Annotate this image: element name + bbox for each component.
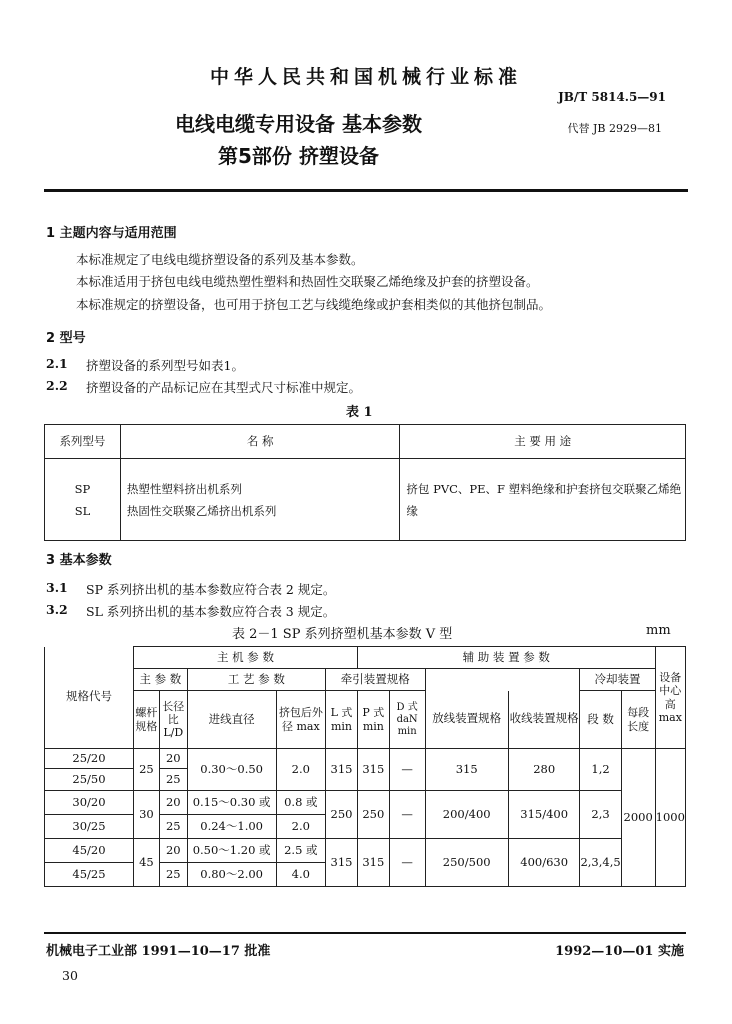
section-3-title: 3 基本参数	[46, 553, 112, 568]
t1-name-sl: 热固性交联聚乙烯挤出机系列	[126, 503, 277, 518]
replaces-note: 代替 JB 2929—81	[567, 122, 662, 135]
t1-code-sp: SP	[74, 481, 91, 496]
table-cell-p: 250	[357, 791, 389, 839]
t2-header-cool: 冷却装置	[580, 669, 655, 691]
section-1-title: 1 主题内容与适用范围	[46, 226, 177, 241]
table-cell-ld: 25	[159, 769, 187, 791]
t2-header-height: 设备中心高 max	[655, 647, 685, 749]
t2-header-l: L 式 min	[326, 691, 358, 749]
t1-header-name: 名 称	[120, 425, 400, 459]
section-2-title: 2 型号	[46, 331, 86, 346]
table-cell-screw: 30	[134, 791, 160, 839]
t1-usage: 挤包 PVC、PE、F 塑料绝缘和护套挤包交联聚乙烯绝缘	[400, 459, 686, 541]
section-1-para-3: 本标准规定的挤塑设备，也可用于挤包工艺与线缆绝缘或护套相类似的其他挤包制品。	[76, 297, 552, 312]
section-1-para-2: 本标准适用于挤包电线电缆热塑性塑料和热固性交联聚乙烯绝缘及护套的挤塑设备。	[76, 274, 539, 289]
table-cell-p: 315	[357, 749, 389, 791]
standard-number: JB/T 5814.5—91	[558, 90, 666, 104]
table-cell-ld: 20	[159, 749, 187, 769]
table-cell-wire: 0.24～1.00	[187, 815, 276, 839]
clause-3-2: SL 系列挤出机的基本参数应符合表 3 规定。	[86, 604, 336, 619]
table-row-model: 45/25	[45, 863, 134, 887]
table-cell-wire: 0.30～0.50	[187, 749, 276, 791]
table-cell-wire: 0.15～0.30 或	[187, 791, 276, 815]
t2-header-haul: 牵引装置规格	[326, 669, 425, 691]
table-cell-height: 1000	[655, 749, 685, 887]
clause-2-1: 挤塑设备的系列型号如表1。	[86, 358, 244, 373]
table-cell-ld: 20	[159, 791, 187, 815]
t2-header-seglen: 每段长度	[621, 691, 655, 749]
page-number: 30	[62, 968, 78, 983]
table-row-model: 45/20	[45, 839, 134, 863]
t2-header-ld: 长径比 L/D	[159, 691, 187, 749]
table-row-model: 25/50	[45, 769, 134, 791]
table-cell-od: 4.0	[276, 863, 326, 887]
table-cell-sections: 2,3,4,5	[580, 839, 621, 887]
t2-header-screw: 螺杆规格	[134, 691, 160, 749]
t2-header-blank	[425, 669, 580, 691]
table-cell-ld: 25	[159, 863, 187, 887]
table-cell-d: —	[389, 749, 425, 791]
t2-header-wire: 进线直径	[187, 691, 276, 749]
table-cell-takeup: 280	[508, 749, 580, 791]
table-cell-l: 315	[326, 839, 358, 887]
table-cell-wire: 0.80～2.00	[187, 863, 276, 887]
table-row-model: 30/25	[45, 815, 134, 839]
table-cell-l: 315	[326, 749, 358, 791]
table-cell-p: 315	[357, 839, 389, 887]
table-cell-ld: 25	[159, 815, 187, 839]
doc-title-line1: 电线电缆专用设备 基本参数	[175, 112, 422, 136]
clause-2-1-number: 2.1	[46, 356, 68, 371]
table-cell-sections: 2,3	[580, 791, 621, 839]
table-cell-payoff: 250/500	[425, 839, 508, 887]
table-cell-od: 2.5 或	[276, 839, 326, 863]
table-cell-d: —	[389, 839, 425, 887]
table-row-model: 25/20	[45, 749, 134, 769]
t2-header-model: 规格代号	[45, 647, 134, 749]
t2-header-payoff: 放线装置规格	[425, 691, 508, 749]
effective-date: 1992—10—01 实施	[555, 944, 684, 959]
table-cell-ld: 20	[159, 839, 187, 863]
table-2	[44, 646, 686, 887]
clause-2-2: 挤塑设备的产品标记应在其型式尺寸标准中规定。	[86, 380, 362, 395]
table-cell-od: 2.0	[276, 815, 326, 839]
t1-codes	[45, 459, 121, 541]
table-1	[44, 424, 686, 541]
table-cell-od: 0.8 或	[276, 791, 326, 815]
section-1-para-1: 本标准规定了电线电缆挤塑设备的系列及基本参数。	[76, 252, 364, 267]
table-cell-sections: 1,2	[580, 749, 621, 791]
t2-header-od: 挤包后外径 max	[276, 691, 326, 749]
header-rule	[44, 189, 688, 192]
t2-header-aux: 辅 助 装 置 参 数	[357, 647, 655, 669]
table-cell-takeup: 400/630	[508, 839, 580, 887]
table-1-caption: 表 1	[346, 405, 373, 420]
table-cell-payoff: 200/400	[425, 791, 508, 839]
table-cell-payoff: 315	[425, 749, 508, 791]
table-cell-takeup: 315/400	[508, 791, 580, 839]
t1-header-code: 系列型号	[45, 425, 121, 459]
clause-3-2-number: 3.2	[46, 602, 68, 617]
table-cell-wire: 0.50～1.20 或	[187, 839, 276, 863]
clause-3-1-number: 3.1	[46, 580, 68, 595]
t2-header-sections: 段 数	[580, 691, 621, 749]
clause-2-2-number: 2.2	[46, 378, 68, 393]
issuing-org: 中华人民共和国机械行业标准	[209, 66, 522, 88]
t1-name-sp: 热塑性塑料挤出机系列	[126, 481, 242, 496]
t2-header-p: P 式 min	[357, 691, 389, 749]
table-2-caption: 表 2－1 SP 系列挤塑机基本参数 V 型	[232, 627, 453, 642]
t2-header-d: D 式 daN min	[389, 691, 425, 749]
approval-note: 机械电子工业部 1991—10—17 批准	[46, 944, 271, 959]
clause-3-1: SP 系列挤出机的基本参数应符合表 2 规定。	[86, 582, 336, 597]
table-cell-screw: 25	[134, 749, 160, 791]
table-cell-l: 250	[326, 791, 358, 839]
t2-header-process: 工 艺 参 数	[187, 669, 325, 691]
doc-title-line2: 第5部份 挤塑设备	[218, 144, 379, 168]
t1-header-usage: 主 要 用 途	[400, 425, 686, 459]
table-cell-seglen: 2000	[621, 749, 655, 887]
t2-header-main: 主 机 参 数	[134, 647, 358, 669]
table-cell-screw: 45	[134, 839, 160, 887]
t2-header-takeup: 收线装置规格	[508, 691, 580, 749]
t2-header-mainparam: 主 参 数	[134, 669, 188, 691]
t1-code-sl: SL	[74, 503, 91, 518]
t1-names	[120, 459, 400, 541]
table-row-model: 30/20	[45, 791, 134, 815]
table-cell-od: 2.0	[276, 749, 326, 791]
footer-rule	[44, 932, 686, 934]
table-cell-d: —	[389, 791, 425, 839]
table-2-unit: mm	[646, 623, 671, 638]
